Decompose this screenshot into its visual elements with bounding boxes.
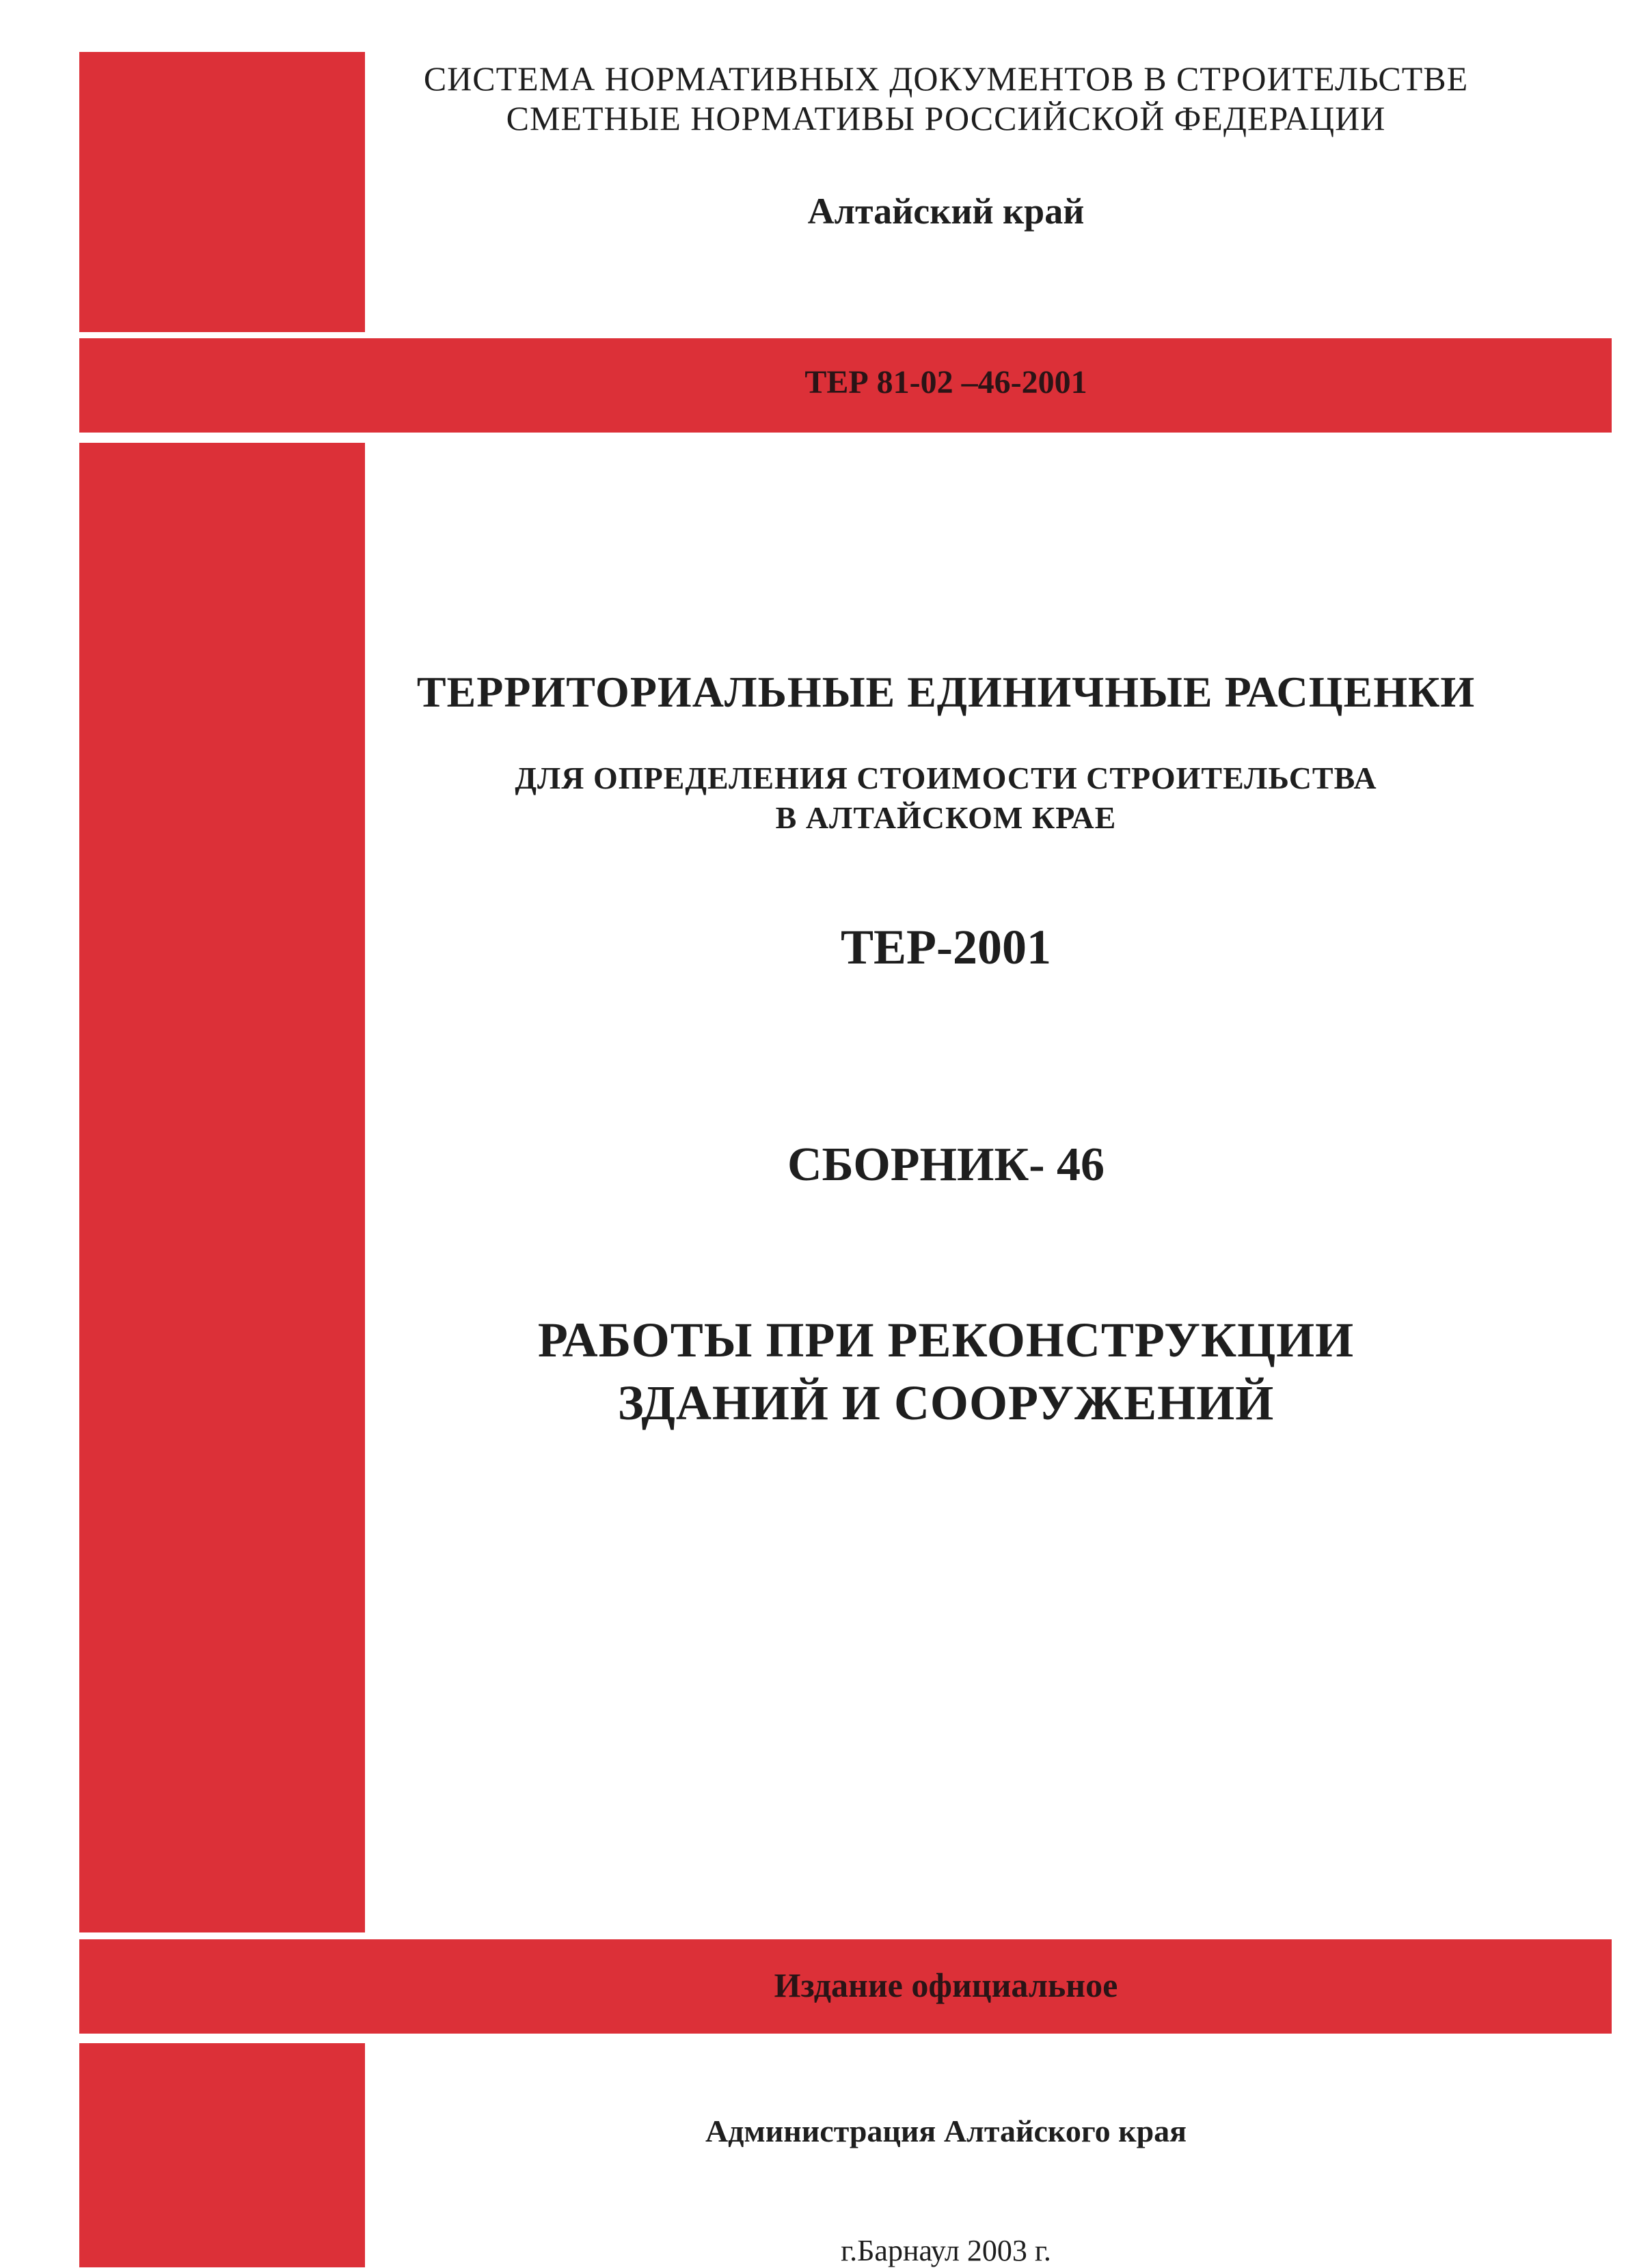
city-year-label: г.Барнаул 2003 г. (841, 2234, 1051, 2267)
ter-label: ТЕР-2001 (840, 920, 1051, 974)
red-block-bottom-left (79, 2043, 365, 2267)
subtitle (365, 759, 1527, 838)
subtitle-line-2: В АЛТАЙСКОМ КРАЕ (775, 800, 1117, 835)
subtitle-line-1: ДЛЯ ОПРЕДЕЛЕНИЯ СТОИМОСТИ СТРОИТЕЛЬСТВА (515, 761, 1377, 795)
collection-label: СБОРНИК- 46 (787, 1138, 1105, 1191)
main-title: ТЕРРИТОРИАЛЬНЫЕ ЕДИНИЧНЫЕ РАСЦЕНКИ (416, 668, 1476, 716)
section-title (365, 1309, 1527, 1434)
red-block-left-middle (79, 443, 365, 1932)
publisher-label: Администрация Алтайского края (705, 2114, 1187, 2148)
document-code: ТЕР 81-02 –46-2001 (804, 364, 1087, 400)
region-label: Алтайский край (807, 191, 1085, 232)
edition-label: Издание официальное (774, 1966, 1118, 2004)
system-line-1: СИСТЕМА НОРМАТИВНЫХ ДОКУМЕНТОВ В СТРОИТЕЛЬСТВЕ (423, 59, 1469, 98)
red-block-top-left (79, 52, 365, 332)
system-header (365, 59, 1527, 138)
section-title-line-2: ЗДАНИЙ И СООРУЖЕНИЙ (617, 1376, 1275, 1430)
section-title-line-1: РАБОТЫ ПРИ РЕКОНСТРУКЦИИ (537, 1313, 1355, 1367)
system-line-2: СМЕТНЫЕ НОРМАТИВЫ РОССИЙСКОЙ ФЕДЕРАЦИИ (506, 99, 1386, 137)
